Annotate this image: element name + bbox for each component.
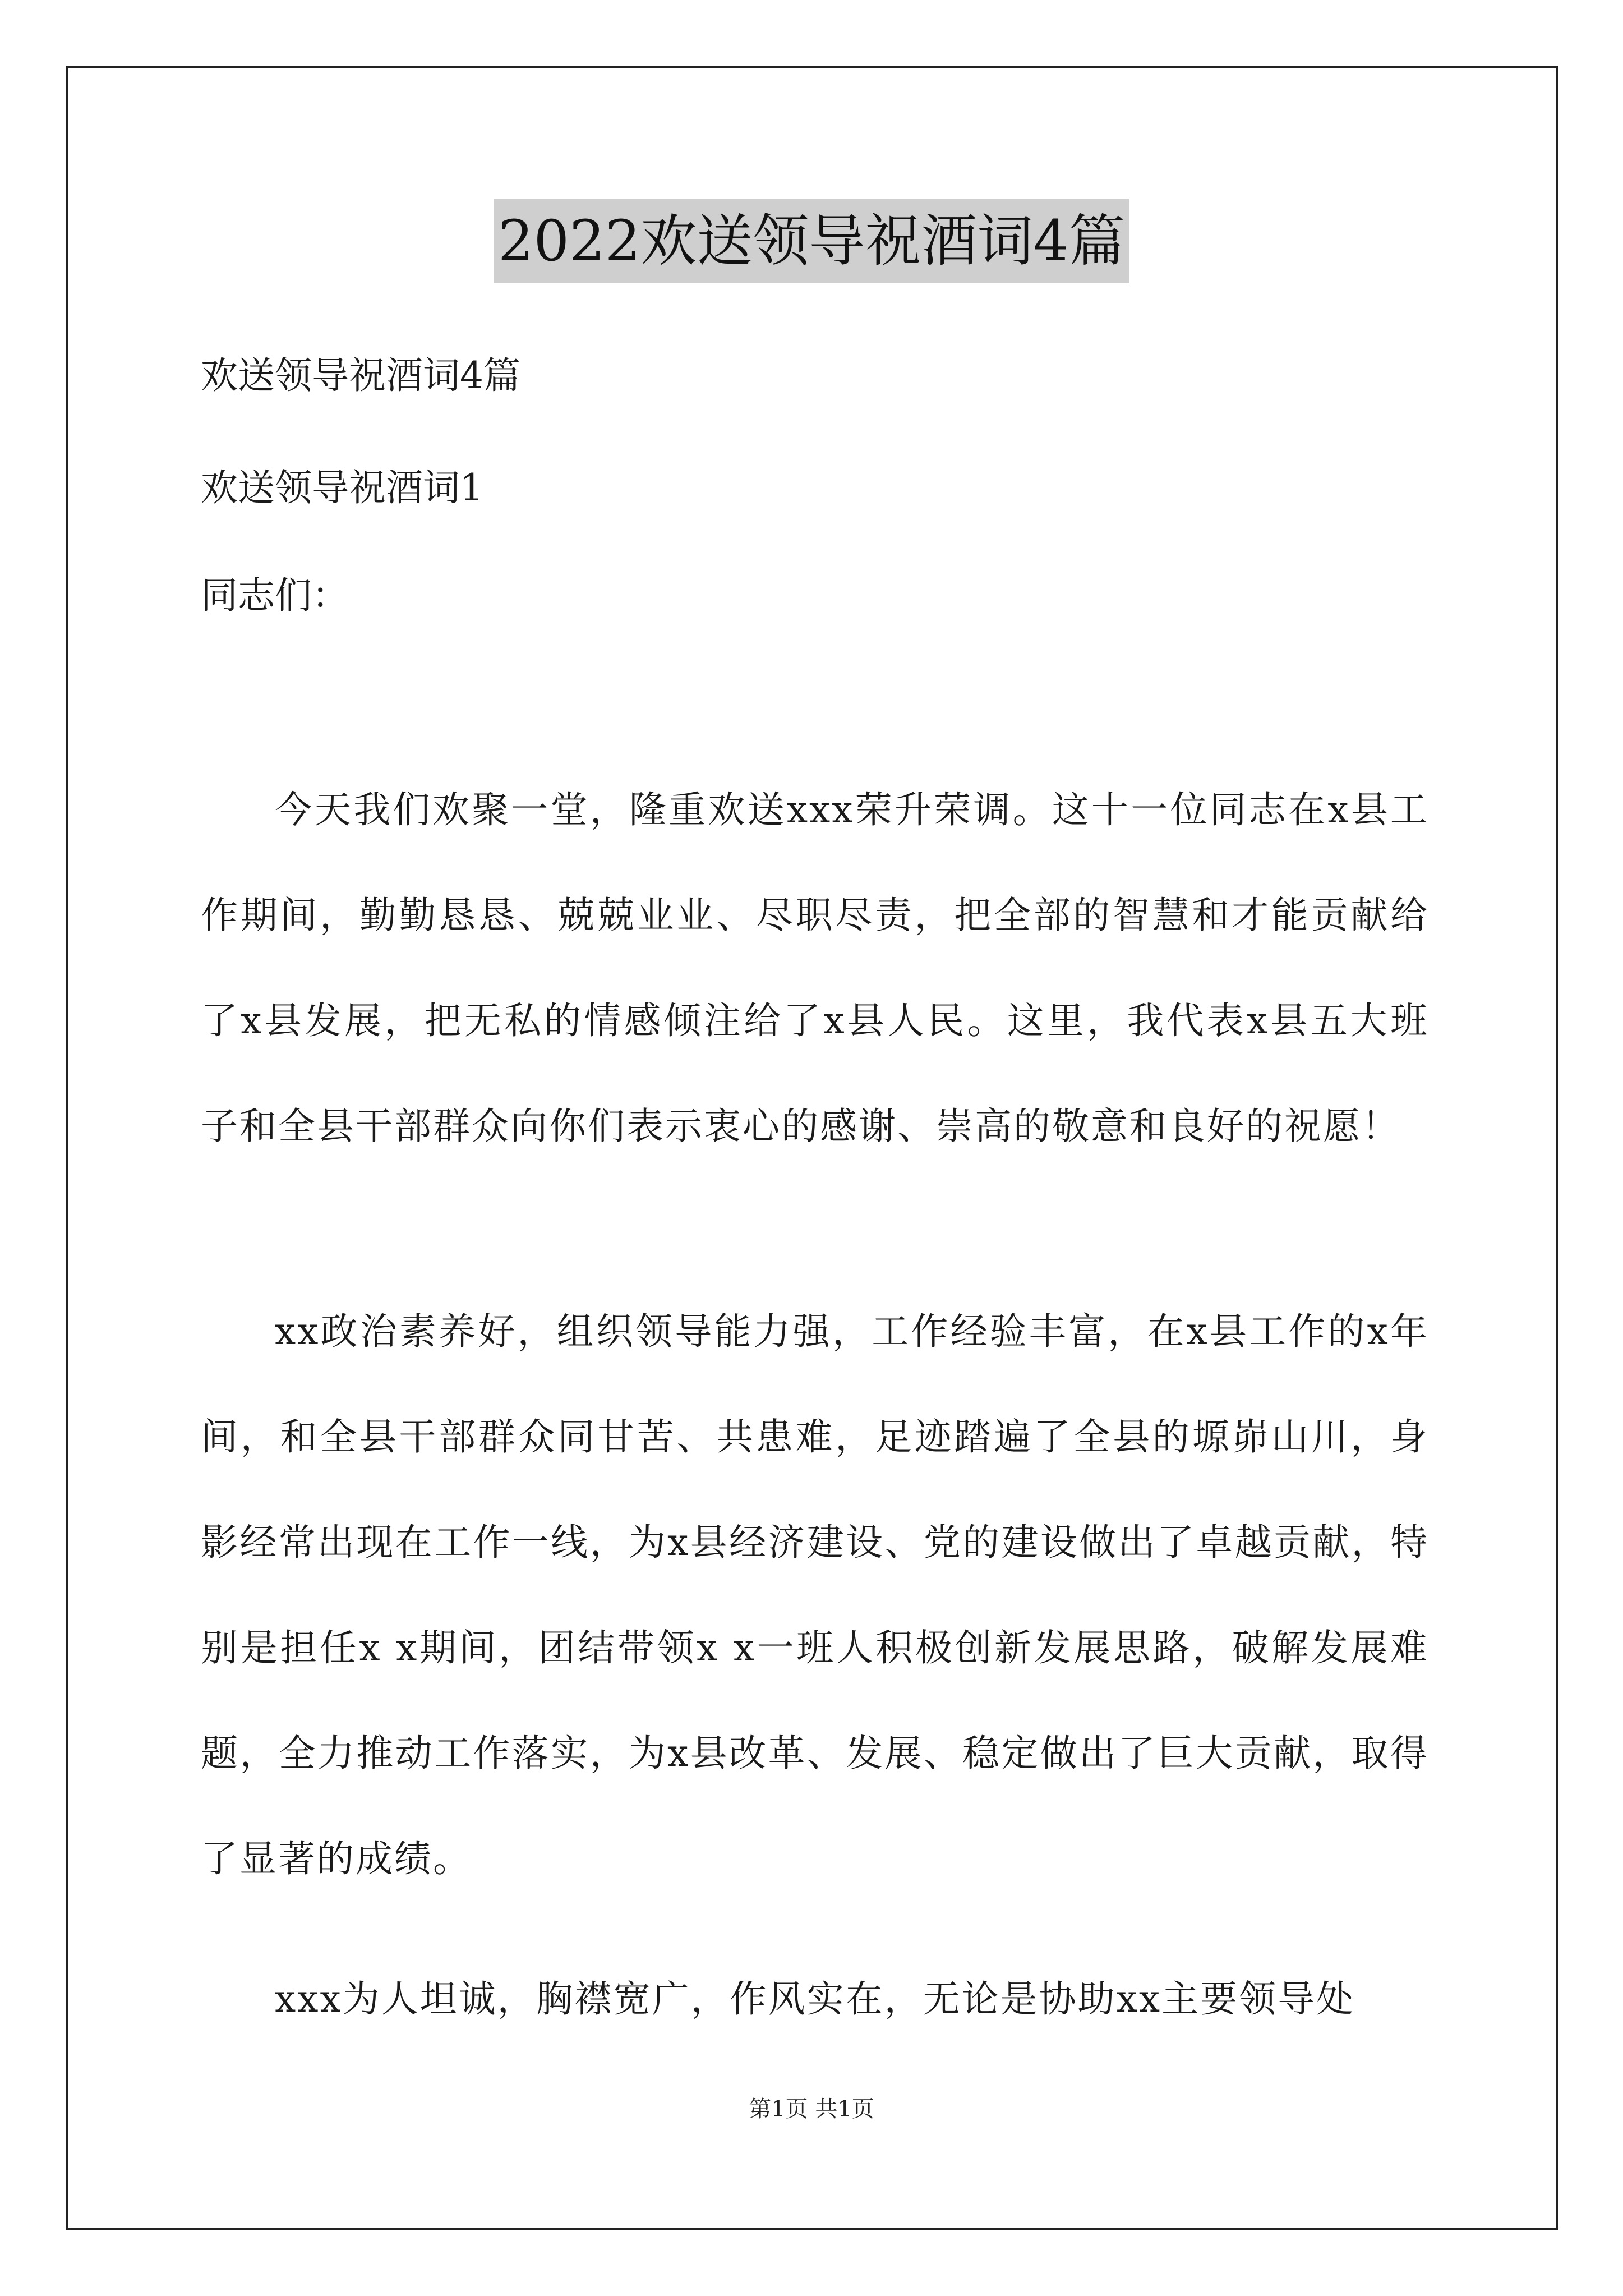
paragraph-2: xx政治素养好，组织领导能力强，工作经验丰富，在x县工作的x年间，和全县干部群众同甘苦、共患难，足迹踏遍了全县的塬峁山川，身影经常出现在工作一线，为x县经济建设、党的建设做出了卓越贡献，特别是担任x x期间，团结带领x x一班人积极创新发展思路，破解发展难题，全力推动工作落实，为x县改革、发展、稳定做出了巨大贡献，取得了显著的成绩。: [201, 1310, 1429, 1880]
document-title: 2022欢送领导祝酒词4篇: [494, 199, 1129, 283]
salutation: 同志们：: [201, 574, 349, 617]
section-heading: 欢送领导祝酒词1: [201, 466, 483, 509]
page-footer: 第1页 共1页: [749, 2096, 874, 2122]
paragraph-3: xxx为人坦诚，胸襟宽广，作风实在，无论是协助xx主要领导处: [275, 1977, 1355, 2021]
paragraph-1: 今天我们欢聚一堂，隆重欢送xxx荣升荣调。这十一位同志在x县工作期间，勤勤恳恳、兢兢业业、尽职尽责，把全部的智慧和才能贡献给了x县发展，把无私的情感倾注给了x县人民。这里，我代表x县五大班子和全县干部群众向你们表示衷心的感谢、崇高的敬意和良好的祝愿！: [201, 788, 1429, 1148]
title-container: [0, 199, 1623, 283]
document-subtitle: 欢送领导祝酒词4篇: [201, 354, 520, 397]
